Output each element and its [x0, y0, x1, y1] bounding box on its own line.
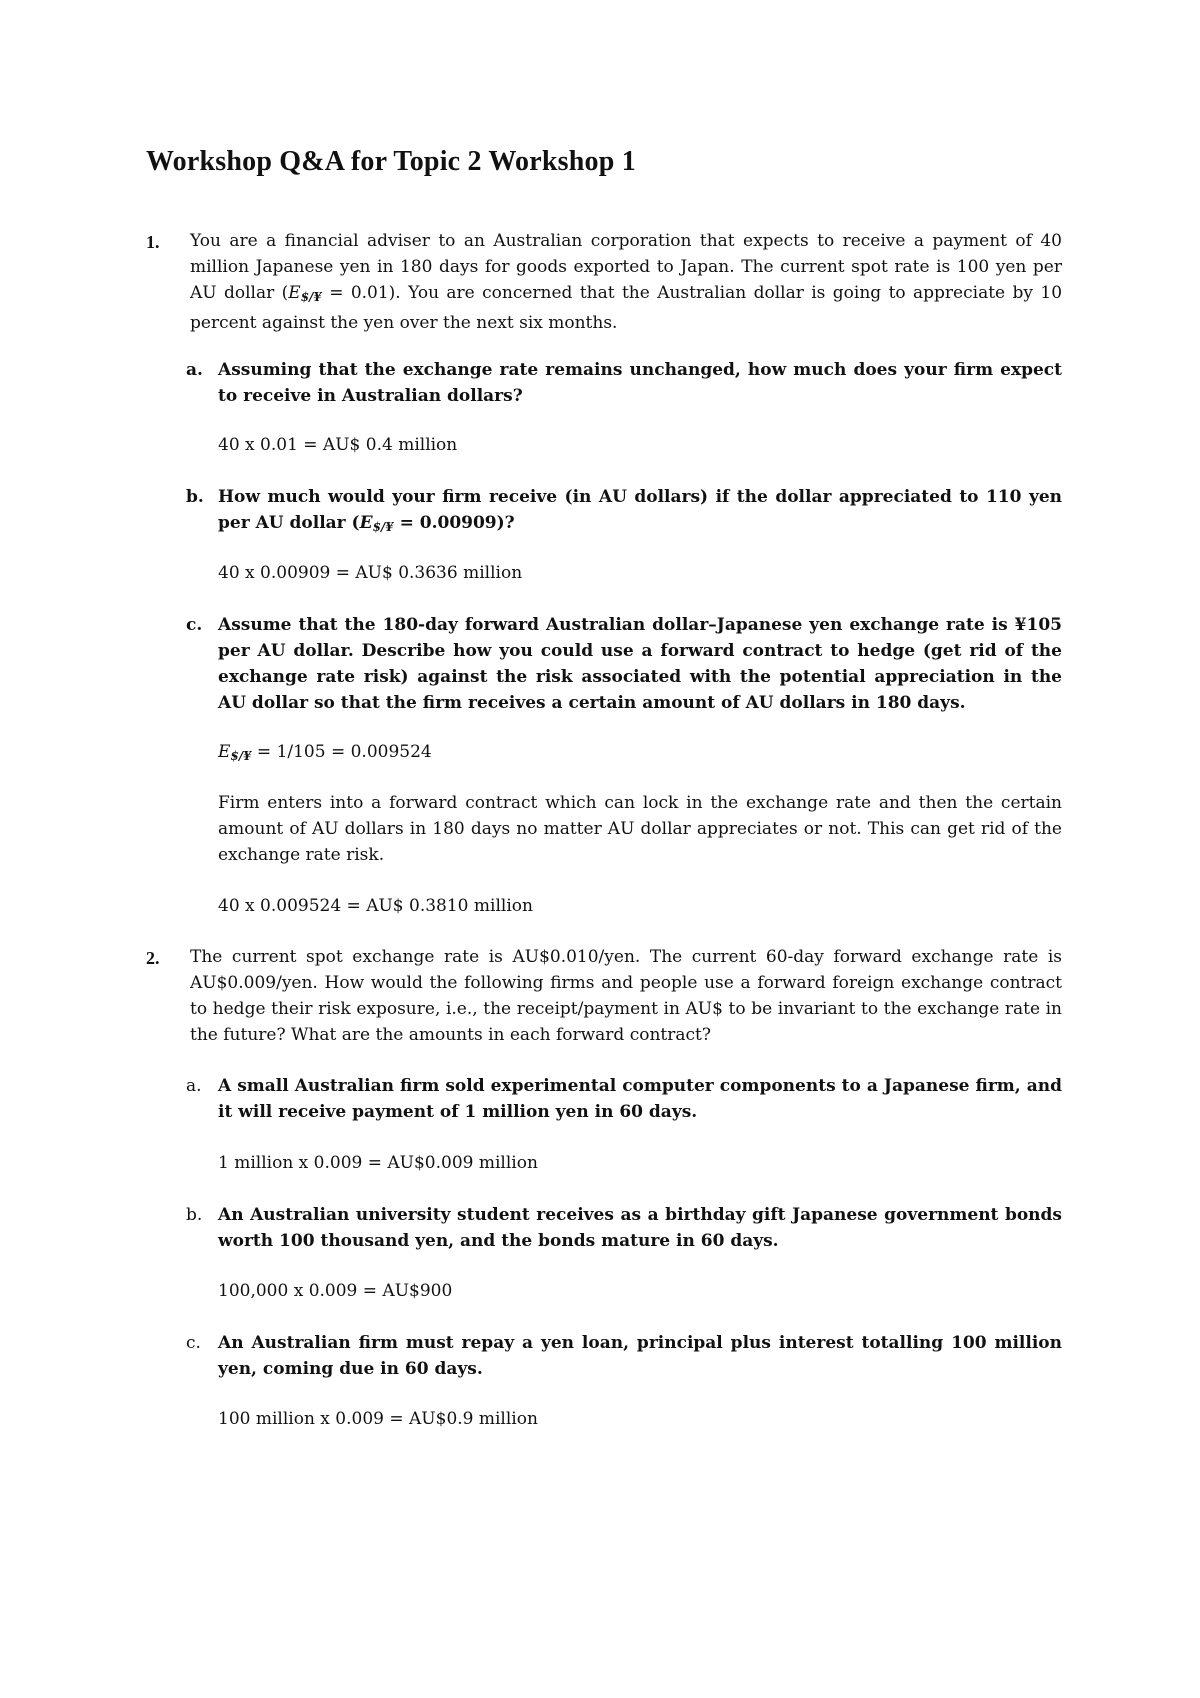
q1b-text-part2: = 0.00909)? [393, 513, 515, 533]
q1c-answer-3: 40 x 0.009524 = AU$ 0.3810 million [218, 896, 533, 916]
question-1-text-part1: You are a financial adviser to an Australian corporation that expects to receive a payment of 40 million Japanese yen in 180 days for goods exported to Japan. The current spot rate is 100 yen per AU dollar ( [190, 231, 1062, 303]
q1a-answer: 40 x 0.01 = AU$ 0.4 million [218, 435, 458, 455]
q1c-label: c. [186, 615, 203, 635]
q1a-text: Assuming that the exchange rate remains unchanged, how much does your firm expect to receive in Australian dollars? [218, 360, 1062, 406]
q1b-text-part1: How much would your firm receive (in AU dollars) if the dollar appreciated to 110 yen per AU dollar ( [218, 487, 1062, 533]
rate-subscript: $/¥ [300, 290, 322, 304]
question-1-text-part2: = 0.01). You are concerned that the Australian dollar is going to appreciate by 10 percent against the yen over the next six months. [190, 283, 1063, 333]
q1c-rate-symbol: E [218, 742, 231, 762]
q2c-answer: 100 million x 0.009 = AU$0.9 million [218, 1409, 538, 1429]
page-title: Workshop Q&A for Topic 2 Workshop 1 [146, 146, 636, 177]
question-1-text [190, 228, 1062, 336]
q2a-answer: 1 million x 0.009 = AU$0.009 million [218, 1153, 538, 1173]
question-1-number: 1. [146, 232, 160, 252]
q1b-rate-subscript: $/¥ [372, 520, 394, 534]
q1c-text: Assume that the 180-day forward Australian dollar–Japanese yen exchange rate is ¥105 per AU dollar. Describe how you could use a forward contract to hedge (get rid of the exchange rate risk) against the risk associated with the potential appreciation in the AU dollar so that the firm receives a certain amount of AU dollars in 180 days. [218, 615, 1062, 713]
q1a-label: a. [186, 360, 203, 380]
question-2-number: 2. [146, 948, 160, 968]
q2b-answer: 100,000 x 0.009 = AU$900 [218, 1281, 453, 1301]
q1c-answer-2: Firm enters into a forward contract which can lock in the exchange rate and then the certain amount of AU dollars in 180 days no matter AU dollar appreciates or not. This can get rid of the exchange rate risk. [218, 793, 1062, 865]
q2a-label: a. [186, 1076, 202, 1096]
q1c-rate-subscript: $/¥ [230, 749, 252, 763]
rate-symbol: E [288, 283, 301, 303]
q1b-label: b. [186, 487, 204, 507]
q1b-answer: 40 x 0.00909 = AU$ 0.3636 million [218, 563, 523, 583]
q2a-text: A small Australian firm sold experimental computer components to a Japanese firm, and it will receive payment of 1 million yen in 60 days. [218, 1076, 1062, 1122]
q1c-answer-1 [218, 739, 1062, 769]
q2c-label: c. [186, 1333, 201, 1353]
question-2-text: The current spot exchange rate is AU$0.010/yen. The current 60-day forward exchange rate is AU$0.009/yen. How would the following firms and people use a forward foreign exchange contract to hedge their risk exposure, i.e., the receipt/payment in AU$ to be invariant to the exchange rate in the future? What are the amounts in each forward contract? [190, 947, 1062, 1045]
q2b-text: An Australian university student receives as a birthday gift Japanese government bonds worth 100 thousand yen, and the bonds mature in 60 days. [218, 1205, 1062, 1251]
q1b-text [218, 484, 1062, 540]
q2b-label: b. [186, 1205, 203, 1225]
q1c-answer-1-rest: = 1/105 = 0.009524 [251, 742, 432, 762]
q2c-text: An Australian firm must repay a yen loan, principal plus interest totalling 100 million yen, coming due in 60 days. [218, 1333, 1062, 1379]
q1b-rate-symbol: E [359, 513, 373, 533]
